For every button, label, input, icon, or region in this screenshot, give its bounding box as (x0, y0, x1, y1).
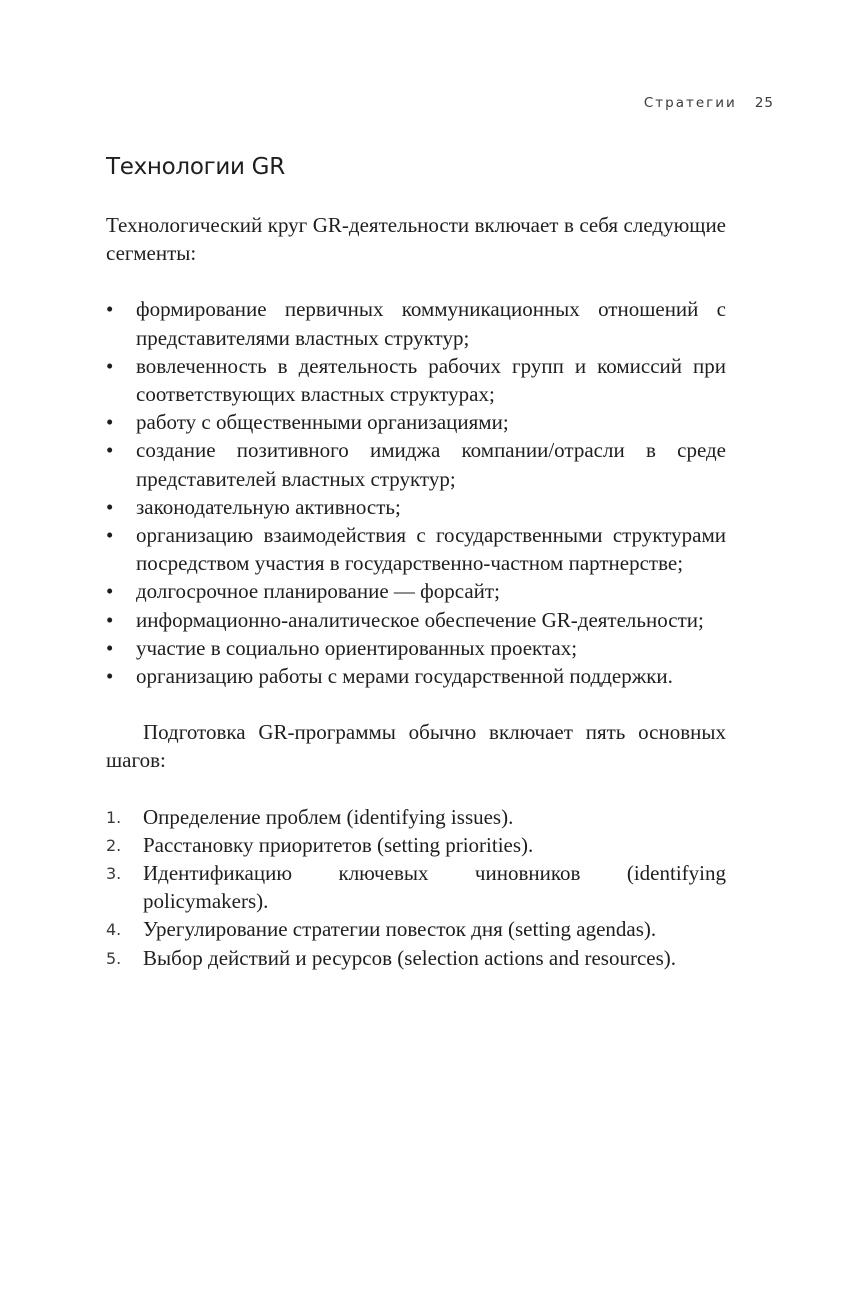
list-item-text: работу с общественными организациями; (136, 410, 509, 435)
bullet-icon: • (106, 494, 114, 519)
section-heading: Технологии GR (106, 154, 285, 180)
segments-list (106, 295, 726, 690)
bullet-icon: • (106, 664, 114, 689)
bullet-icon: • (106, 523, 114, 548)
list-item-text: организацию взаимодействия с государственными структурами посредством участия в государственно-частном партнерстве; (136, 523, 726, 576)
step-number: 5. (106, 948, 122, 968)
list-item (106, 915, 726, 943)
list-item-text: организацию работы с мерами государственной поддержки. (136, 664, 673, 689)
bullet-icon: • (106, 297, 114, 322)
list-item-text: информационно-аналитическое обеспечение GR-деятельности; (136, 607, 704, 632)
list-item-text: законодательную активность; (136, 494, 401, 519)
list-item (106, 662, 726, 690)
running-head (644, 95, 774, 111)
steps-list (106, 803, 726, 972)
step-number: 3. (106, 864, 122, 884)
bullet-icon: • (106, 410, 114, 435)
list-item-text: формирование первичных коммуникационных отношений с представителями властных структур; (136, 297, 726, 350)
list-item (106, 521, 726, 577)
step-text: Урегулирование стратегии повесток дня (setting agendas). (143, 917, 657, 942)
bullet-icon: • (106, 607, 114, 632)
list-item-text: долгосрочное планирование — форсайт; (136, 579, 500, 604)
list-item (106, 606, 726, 634)
list-item (106, 944, 726, 972)
bullet-icon: • (106, 635, 114, 660)
bullet-icon: • (106, 353, 114, 378)
list-item-text: вовлеченность в деятельность рабочих групп и комиссий при соответствующих властных структурах; (136, 353, 726, 407)
step-number: 2. (106, 835, 122, 855)
step-text: Идентификацию ключевых чиновников (identifying policymakers). (143, 861, 726, 914)
list-item (106, 859, 726, 915)
bullet-icon: • (106, 438, 114, 463)
list-item (106, 408, 726, 436)
steps-intro-paragraph: Подготовка GR-программы обычно включает пять основных шагов: (106, 720, 726, 773)
step-text: Расстановку приоритетов (setting priorities). (143, 832, 534, 857)
intro-paragraph: Технологический круг GR-деятельности включает в себя следующие сегменты: (106, 213, 726, 266)
list-item (106, 352, 726, 408)
step-number: 1. (106, 807, 122, 827)
step-text: Определение проблем (identifying issues). (143, 804, 514, 829)
list-item (106, 831, 726, 859)
list-item (106, 436, 726, 492)
list-item (106, 493, 726, 521)
list-item-text: участие в социально ориентированных проектах; (136, 635, 578, 660)
list-item-text: создание позитивного имиджа компании/отрасли в среде представителей властных структур; (136, 438, 726, 491)
list-item (106, 295, 726, 351)
bullet-icon: • (106, 579, 114, 604)
list-item (106, 803, 726, 831)
section-title: Стратегии (643, 95, 737, 111)
step-number: 4. (106, 920, 122, 940)
list-item (106, 577, 726, 605)
page-number: 25 (754, 95, 774, 111)
page-content (106, 150, 726, 972)
step-text: Выбор действий и ресурсов (selection actions and resources). (143, 945, 677, 970)
list-item (106, 634, 726, 662)
